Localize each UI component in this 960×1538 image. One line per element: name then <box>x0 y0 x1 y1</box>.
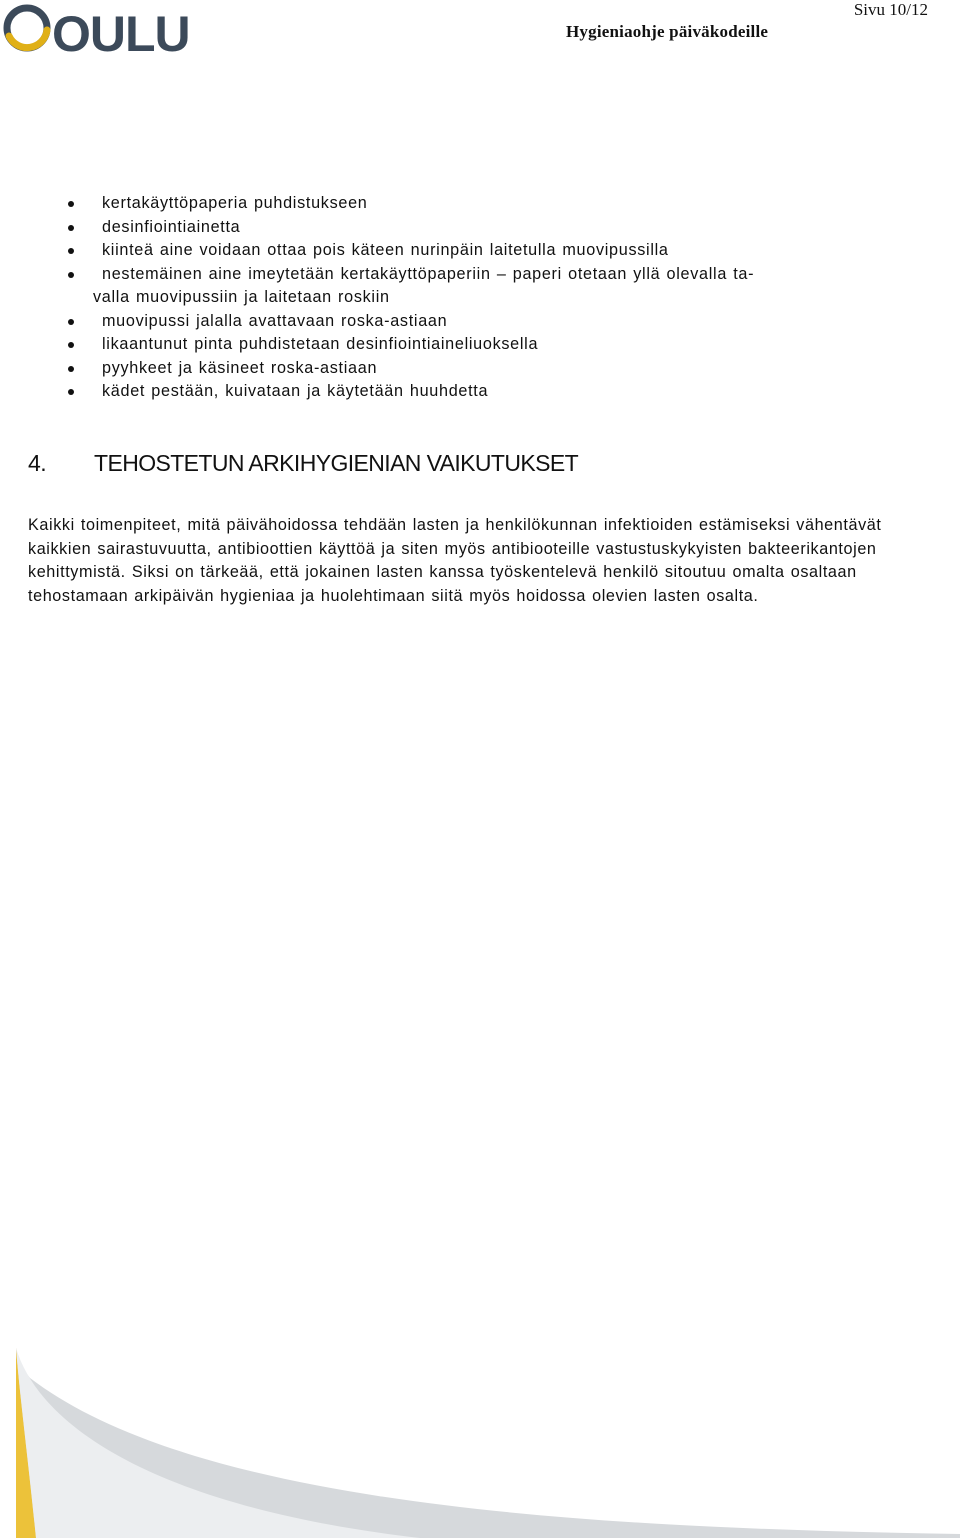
bullet-icon <box>68 201 74 207</box>
list-item <box>66 239 886 263</box>
list-item-text: kädet pestään, kuivataan ja käytetään huuhdetta <box>102 382 489 400</box>
document-title: Hygieniaohje päiväkodeille <box>566 22 769 41</box>
oulu-logo-icon <box>0 0 190 62</box>
bullet-icon <box>68 342 74 348</box>
list-item <box>66 357 886 381</box>
list-item-text: desinfiointiainetta <box>102 217 241 236</box>
bullet-icon <box>68 319 74 325</box>
instruction-list <box>66 192 886 404</box>
list-item-continuation: valla muovipussiin ja laitetaan roskiin <box>93 288 390 306</box>
corner-decoration <box>0 1338 960 1538</box>
bullet-icon <box>68 272 74 278</box>
list-item <box>66 192 886 216</box>
list-item <box>66 333 886 357</box>
bullet-icon <box>68 225 74 231</box>
list-item-text: pyyhkeet ja käsineet roska-astiaan <box>102 358 378 377</box>
section-title: TEHOSTETUN ARKIHYGIENIAN VAIKUTUKSET <box>94 450 579 476</box>
section-number: 4. <box>28 450 46 476</box>
list-item-text: nestemäinen aine imeytetään kertakäyttöpaperiin – paperi otetaan yllä olevalla ta- <box>102 264 755 283</box>
list-item-text: likaantunut pinta puhdistetaan desinfiointiaineliuoksella <box>102 335 539 353</box>
bullet-icon <box>68 248 74 254</box>
body-paragraph: Kaikki toimenpiteet, mitä päivähoidossa tehdään lasten ja henkilökunnan infektioiden estämiseksi vähentävät kaikkien sairastuvuutta, antibioottien käyttöä ja siten myös antibiooteille vastustuskykyisten bakteerikantojen kehittymistä. Siksi on tärkeää, että jokainen lasten kanssa työskentelevä henkilö sitoutuu omalta osaltaan tehostamaan arkipäivän hygieniaa ja huolehtimaan siitä myös hoidossa olevien lasten osalta. <box>28 516 882 605</box>
list-item-text: kiinteä aine voidaan ottaa pois käteen nurinpäin laitetulla muovipussilla <box>102 241 669 259</box>
oulu-logo <box>0 0 190 62</box>
section-heading <box>28 450 578 477</box>
list-item-text: kertakäyttöpaperia puhdistukseen <box>102 194 368 212</box>
page-number: Sivu 10/12 <box>853 0 928 19</box>
logo-text: OULU <box>52 6 190 62</box>
list-item <box>66 263 886 287</box>
bullet-icon <box>68 389 74 395</box>
list-item <box>66 380 886 404</box>
bullet-icon <box>68 366 74 372</box>
list-item <box>66 310 886 334</box>
list-item <box>66 216 886 240</box>
list-item-text: muovipussi jalalla avattavaan roska-astiaan <box>102 311 448 330</box>
